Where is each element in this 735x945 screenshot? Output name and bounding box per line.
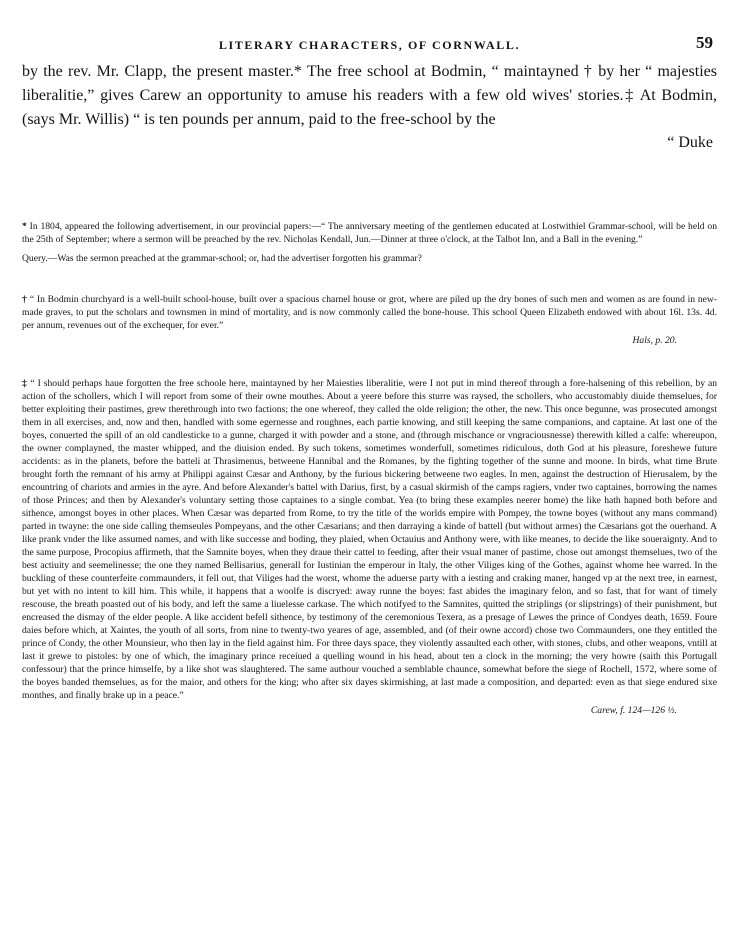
footnote-text: In 1804, appeared the following advertisement, in our provincial papers:—“ The anniversary meeting of the gentlemen educated at Lostwithiel Grammar-school, will be held on the 25th of September; where a sermon will be preached by the rev. Nicholas Kendall, Jun.—Dinner at three o'clock, at the Talbot Inn, and a Ball in the evening.” [22, 221, 717, 245]
footnote-text: “ I should perhaps haue forgotten the free schoole here, maintayned by her Maiesties liberalitie, were I not put in mind thereof through a fore-halsening of this rebellion, by an action of the schollers, which I will report from some of their owne mouthes. About a yeere before this sturre was raysed, the schollers, who accustomably diuide themselues, for better exploiting their pastimes, grew therethrough into two factions; the one whereof, they called the olde religion; the other, the new. This once begunne, was prosecuted amongst them in all exercises, and, now and then, handled with some egernesse and roughnes, each partie knowing, and still keeping the same companions, and captaine. At last one of the boyes, conuerted the spill of an old candlesticke to a gunne, charged it with powder and a stone, and (through mischance or vngraciousnesse) therewith killed a calfe: whereupon, the owner complayned, the master whipped, and the diuision ended. By such tokens, sometimes wonderfull, sometimes ridiculous, doth God at his pleasure, foreshewe future accidents: as in the planets, before the batteli at Thrasimenus, betweene Hannibal and the Romanes, by the fighting together of the sunne and moone. In birds, what time Brute brought forth the remnant of his army at Philippi against Cæsar and Anthony, by the furious bickering betweene two eagles. In men, against the destruction of Hierusalem, by the encountring of chariots and armies in the ayre. And before Alexander's battel with Darius, first, by a casual skirmish of the camps ragiers, vnder two captaines, borrowing the names of those Princes; and then by Alexander's voluntary setting those captaines to a single combat. Yea (to bring these examples neerer home) the like hath hapned both before and sithence, amongst boyes in other places. When Cæsar was departed from Rome, to try the title of the worlds empire with Pompey, the towne boyes (without any mans command) parted in twayne: the one side calling themseules Pompeyans, and the other Cæsarians; and then darraying a kinde of battell (but without armes) the Cæsarians got the ouerhand. A like prank vnder the like assumed names, and with like successe and boding, they plaied, when Octauius and Anthony were, with like meanes, to decide the like soueraignty. And to the same purpose, Procopius affirmeth, that the Samnite boyes, when they draue their cattel to feeding, after their vsual maner of pastime, chose out amongst themselues, two of the best actiuity and seemelinesse; the one they named Bellisarius, generall for Iustinian the emperour in Italy, the other Viliges king of the Gothes, against whome hee warred. In the buckling of these counterfeite commaunders, it fell out, that Viliges had the worst, whome the aduerse party with a iesting and craking maner, hanged vp at the next tree, in earnest, but yet with no intent to kill him. This while, it happens that a woolfe is discryed: away runne the boyes: fast abides the imaginary felon, and so fast, that for want of timely rescouse, the breath poasted out of his body, and left the same a liuelesse carkase. The which notifyed to the Samnites, quitted the striplings (or slipstrings) of their punishment, but encreased the dismay of the elder people. A like accident befell sithence, by testimony of the ceremonious Texera, as a presage of Lewes the prince of Condyes death, 1659. Foure daies before which, at Xaintes, the youth of all sorts, from nine to twenty-two yeares of age, assembled, and (of their owne accord) chose two Commaunders, one they entitled the prince of Condy, the other Mounsieur, who then lay in the field against him. For three days space, they violently assaulted each other, with stones, clubs, and other weapons, vntill at last it grewe to pistoles: by one of which, the imaginary prince receiued a quelling wound in his head, about ten a clock in the morning; the very howre (saith this Portugall confessour) that the prince himselfe, by a like shot was slaughtered. The same authour vouched a semblable chaunce, somewhat before the siege of Rochell, 1572, where some of the boyes banded themselues, as for the maior, and others for the king; who after six dayes skirmishing, at last made a composition, and departed: even as that siege endured sixe monthes, and finally brake up in a peace.” [22, 378, 718, 701]
footnote-marker: * [22, 221, 27, 232]
footnote-3 [22, 377, 717, 702]
footnote-text: “ In Bodmin churchyard is a well-built school-house, built over a spacious charnel house or grot, where are piled up the dry bones of such men and women as are found in new-made graves, to put the scholars and townsmen in mind of mortality, and is now commonly called the bone-house. This school Queen Elizabeth endowed with about 16l. 13s. 4d. per annum, revenues out of the exchequer, for ever.” [22, 294, 717, 331]
footnote-2-citation: Hals, p. 20. [632, 335, 677, 346]
footnote-1-query: Query.—Was the sermon preached at the grammar-school; or, had the advertiser forgotten his grammar? [22, 253, 422, 264]
footnote-marker: ‡ [22, 378, 28, 389]
page-number: 59 [696, 33, 713, 52]
footnote-marker: † [22, 294, 28, 305]
footnote-2 [22, 293, 717, 332]
catchword: “ Duke [667, 134, 713, 151]
page-header [22, 0, 717, 60]
footnote-1 [22, 220, 717, 246]
footnote-3-citation: Carew, f. 124—126 ½. [590, 705, 677, 716]
running-head: LITERARY CHARACTERS, OF CORNWALL. [218, 38, 521, 52]
footnotes [22, 220, 717, 717]
main-paragraph: by the rev. Mr. Clapp, the present master.* The free school at Bodmin, “ maintayned † by her “ majesties liberalitie,” gives Carew an opportunity to amuse his readers with a few old wives' stories.‡ At Bodmin, (says Mr. Willis) “ is ten pounds per annum, paid to the free-school by the [22, 63, 717, 128]
